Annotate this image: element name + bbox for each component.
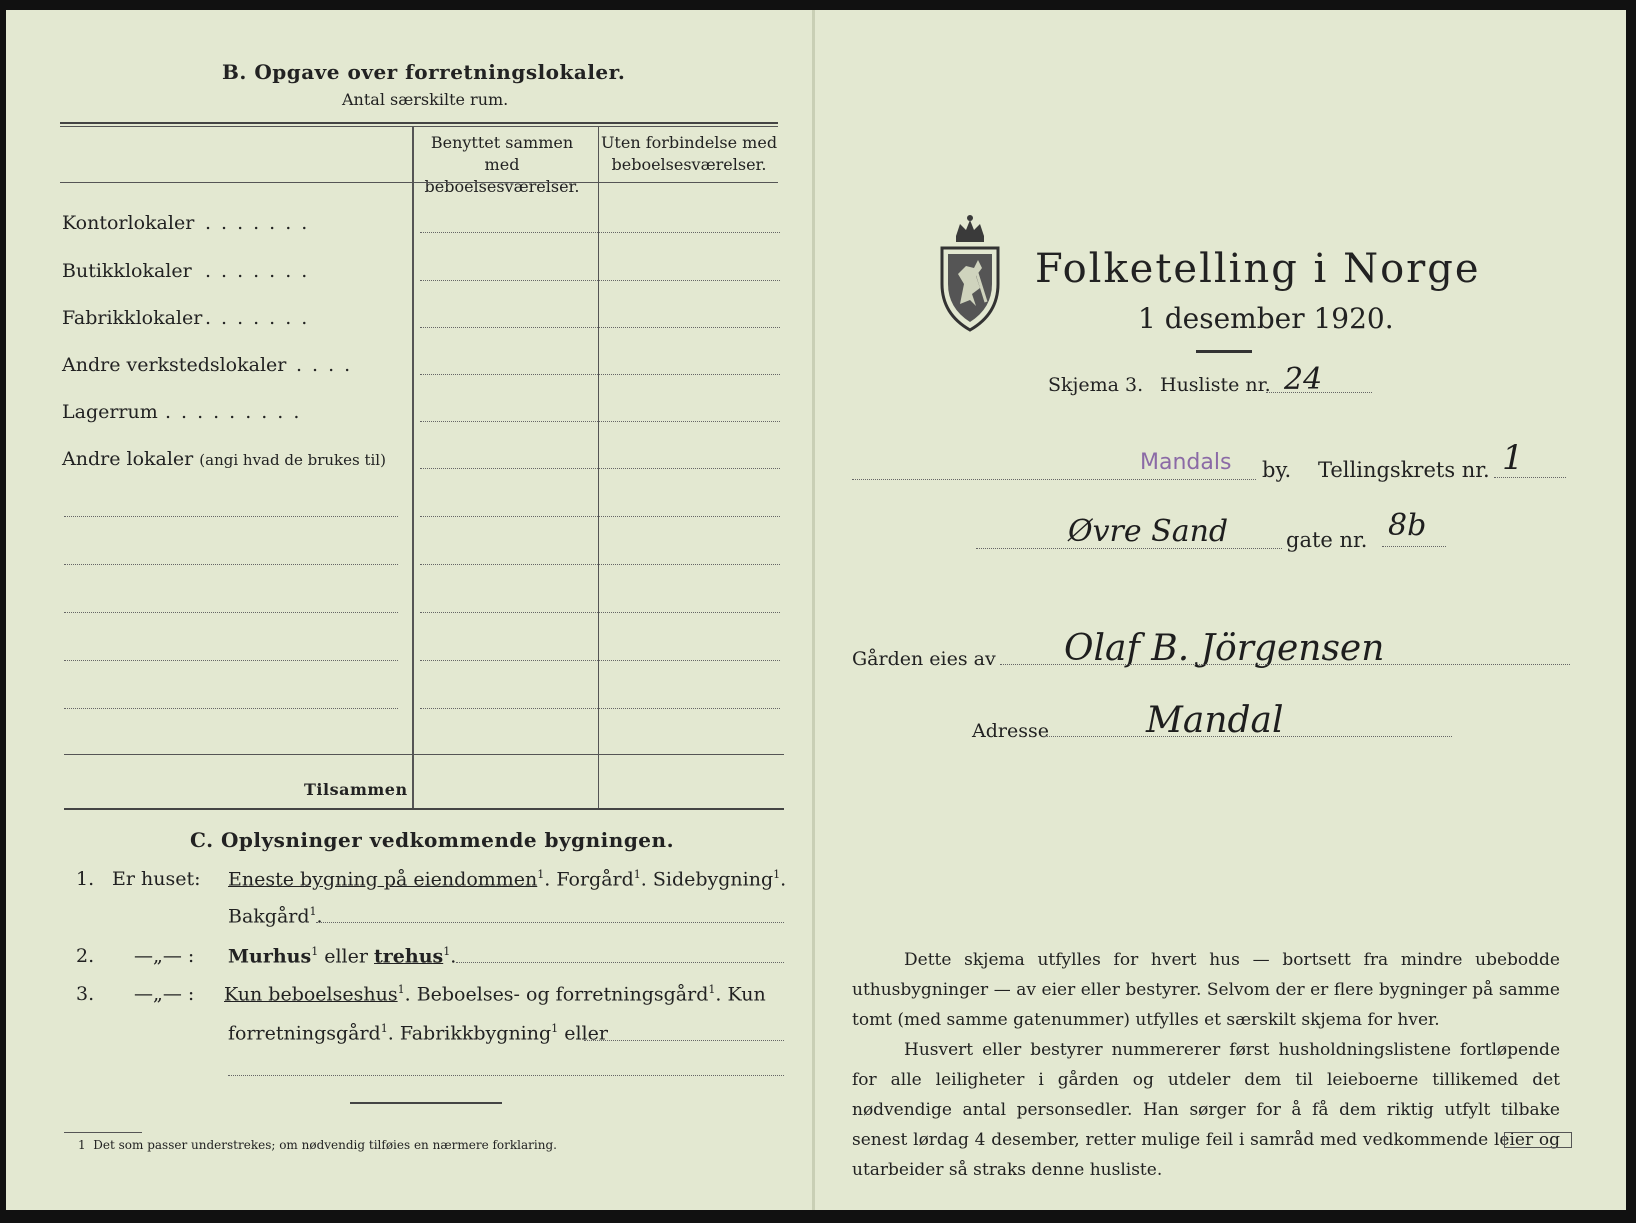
q3-option-forretningsgard: forretningsgård: [228, 1022, 381, 1045]
gate-value: 8b: [1388, 508, 1427, 543]
owner-value: Olaf B. Jörgensen: [1064, 628, 1385, 669]
q1-option-sidebygning: Sidebygning: [652, 868, 774, 891]
street-line: [976, 548, 1282, 549]
q3-option-beboelses-forretning: Beboelses- og forretningsgård: [416, 983, 709, 1006]
krets-label: Tellingskrets nr.: [1318, 458, 1490, 482]
q2-option-murhus: Murhus: [228, 945, 312, 968]
gate-line: [1382, 546, 1446, 547]
total-bottom-rule: [64, 808, 784, 810]
blank-line: [64, 708, 398, 709]
husliste-value: 24: [1284, 362, 1323, 397]
footnote-ref: 1: [551, 1022, 559, 1035]
owner-label: Gården eies av: [852, 648, 996, 670]
form-title: Folketelling i Norge: [1035, 246, 1481, 292]
col-header-with-dwelling: Benyttet sammen med beboelsesværelser.: [424, 133, 580, 196]
q1-options: Eneste bygning på eiendommen$^1$. Forgård$^1$. Sidebygning$^1$.: [228, 868, 787, 891]
husliste-line: [1266, 392, 1372, 393]
q3-or: eller: [564, 1022, 608, 1045]
q1-option-forgard: Forgård: [556, 868, 634, 891]
fill-line: [228, 1075, 784, 1076]
footnote-ref: 1: [309, 905, 317, 918]
footnote-ref: 1: [380, 1022, 388, 1035]
instructions-paragraph-2: Husvert eller bestyrer nummererer først husholdningslistene fortløpende for alle leiligheter i gården og utdeler dem til leieboerne tillikemed det nødvendige antal personsedler. Han sørger for å få dem riktig utfylt tilbake senest lørdag 4 desember, retter mulige feil i samråd med vedkommende leier og utarbeider så straks denne husliste.: [852, 1040, 1560, 1180]
form-date: 1 desember 1920.: [1138, 302, 1394, 335]
printer-mark-icon: [1504, 1132, 1572, 1148]
q1-number: 1.: [76, 868, 95, 890]
city-label: by.: [1262, 458, 1292, 482]
q3-kun: Kun: [727, 983, 766, 1006]
q3-number: 3.: [76, 983, 95, 1005]
city-stamp: Mandals: [1140, 450, 1232, 475]
row-line: [420, 612, 780, 613]
row-line: [420, 516, 780, 517]
section-end-rule: [350, 1102, 502, 1104]
q2-option-trehus: trehus: [374, 945, 444, 968]
q3-label: —„— :: [134, 983, 195, 1005]
q3-option-kun-beboelseshus: Kun beboelseshus: [224, 983, 398, 1006]
page-fold: [812, 10, 815, 1210]
footnote: [78, 1138, 557, 1152]
owner-line: [1000, 664, 1570, 665]
norwegian-coat-of-arms-icon: [936, 214, 1004, 334]
address-value: Mandal: [1146, 700, 1284, 741]
fill-line: [584, 1040, 784, 1041]
q3-options-line2: forretningsgård$^1$. Fabrikkbygning$^1$ eller: [228, 1022, 608, 1045]
row-line: [420, 660, 780, 661]
footnote-text: Det som passer understrekes; om nødvendig tilføies en nærmere forklaring.: [93, 1138, 557, 1152]
row-label-verksted: Andre verkstedslokaler: [62, 354, 287, 376]
footnote-mark: 1: [78, 1138, 86, 1152]
fill-line: [456, 962, 784, 963]
q1-label: Er huset:: [112, 868, 201, 890]
footnote-rule: [64, 1132, 142, 1133]
section-c-title: C. Oplysninger vedkommende bygningen.: [190, 828, 675, 852]
footnote-ref: 1: [397, 983, 405, 996]
col-divider-1: [412, 126, 414, 810]
andre-lokaler-label: Andre lokaler: [62, 448, 194, 470]
footnote-ref: 1: [708, 983, 716, 996]
q1-option-eneste: Eneste bygning på eiendommen: [228, 868, 538, 891]
footnote-ref: 1: [311, 945, 319, 958]
row-line: [420, 421, 780, 422]
footnote-ref: 1: [537, 868, 545, 881]
street-value: Øvre Sand: [1068, 514, 1229, 549]
row-line: [420, 374, 780, 375]
leader-dots: ....: [296, 354, 361, 376]
q3-options: Kun beboelseshus$^1$. Beboelses- og forretningsgård$^1$. Kun: [224, 983, 766, 1006]
q2-or: eller: [324, 945, 368, 968]
row-line: [420, 232, 780, 233]
q1-option-bakgard: Bakgård: [228, 905, 310, 928]
row-line: [420, 468, 780, 469]
schema-label: Skjema 3.: [1048, 374, 1144, 396]
address-line: [1044, 736, 1452, 737]
row-line: [420, 327, 780, 328]
section-b-subtitle: Antal særskilte rum.: [342, 90, 509, 109]
q1-option-bakgard-line: Bakgård$^1$.: [228, 905, 323, 928]
q2-options: Murhus$^1$ eller trehus$^1$.: [228, 945, 457, 968]
q3-option-fabrikkbygning: Fabrikkbygning: [399, 1022, 552, 1045]
row-line: [420, 708, 780, 709]
row-label-lager: Lagerrum: [62, 401, 158, 423]
blank-line: [64, 564, 398, 565]
col-header-without-dwelling: Uten forbindelse med beboelsesværelser.: [600, 133, 778, 174]
row-label-andre: [62, 448, 386, 470]
footnote-ref: 1: [443, 945, 451, 958]
leader-dots: .......: [205, 212, 318, 234]
city-line: [852, 479, 1256, 480]
leader-dots: .........: [165, 401, 310, 423]
table-top-rule: [60, 122, 778, 124]
address-label: Adresse: [972, 720, 1049, 742]
gate-label: gate nr.: [1286, 528, 1368, 552]
krets-value: 1: [1502, 438, 1524, 478]
blank-line: [64, 612, 398, 613]
row-label-butikk: Butikklokaler: [62, 260, 192, 282]
total-top-rule: [64, 754, 784, 755]
q2-number: 2.: [76, 945, 95, 967]
husliste-label: Husliste nr.: [1160, 374, 1271, 396]
title-rule: [1196, 350, 1252, 353]
row-line: [420, 280, 780, 281]
footnote-ref: 1: [773, 868, 781, 881]
instructions-paragraph-1: Dette skjema utfylles for hvert hus — bortsett fra mindre ubebodde uthusbygninger — av eier eller bestyrer. Selvom der er flere bygninger på samme tomt (med samme gatenummer) utfylles et særskilt skjema for hver.: [852, 950, 1560, 1030]
blank-line: [64, 660, 398, 661]
blank-line: [64, 516, 398, 517]
q2-label: —„— :: [134, 945, 195, 967]
fill-line: [316, 922, 784, 923]
andre-lokaler-note: (angi hvad de brukes til): [199, 451, 386, 469]
row-label-kontor: Kontorlokaler: [62, 212, 195, 234]
footnote-ref: 1: [633, 868, 641, 881]
header-bottom-rule: [60, 182, 778, 183]
leader-dots: .......: [205, 307, 318, 329]
section-b-title: B. Opgave over forretningslokaler.: [222, 60, 626, 84]
total-label: Tilsammen: [304, 780, 408, 799]
krets-line: [1494, 477, 1566, 478]
leader-dots: .......: [205, 260, 318, 282]
row-label-fabrikk: Fabrikklokaler: [62, 307, 203, 329]
row-line: [420, 564, 780, 565]
table-top-rule-2: [60, 126, 778, 127]
